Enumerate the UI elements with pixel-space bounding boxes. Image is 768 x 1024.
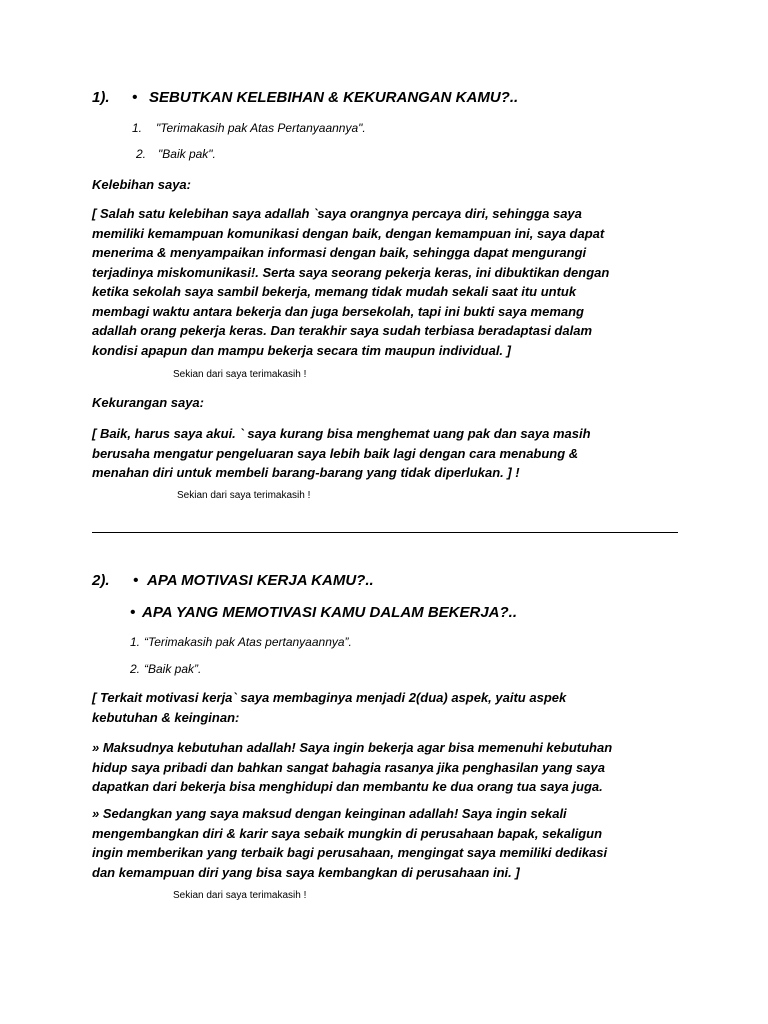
- kekurangan-paragraph: [92, 424, 682, 483]
- paragraph-line: ingin memberikan yang terbaik bagi perusahaan, mengingat saya memiliki dedikasi: [92, 845, 608, 860]
- paragraph-line: kondisi apapun dan mampu bekerja secara tim maupun individual. ]: [92, 342, 511, 358]
- paragraph-line: [ Salah satu kelebihan saya adallah `saya orangnya percaya diri, sehingga saya: [92, 206, 582, 221]
- kebutuhan-paragraph: [92, 738, 682, 797]
- paragraph-line: kebutuhan & keinginan:: [92, 709, 240, 725]
- paragraph-line: adallah orang pekerja keras. Dan terakhir saya sudah terbiasa beradaptasi dalam: [92, 323, 593, 338]
- paragraph-line: dan kemampuan diri yang bisa saya kembangkan di perusahaan ini. ]: [92, 864, 520, 880]
- section2-number: 2).: [92, 572, 110, 589]
- closing-text-1: Sekian dari saya terimakasih !: [173, 369, 307, 380]
- kelebihan-paragraph: [92, 204, 682, 360]
- section1-heading: SEBUTKAN KELEBIHAN & KEKURANGAN KAMU?..: [149, 89, 519, 106]
- section1-answer2-text: "Baik pak".: [158, 147, 216, 161]
- kekurangan-label: Kekurangan saya:: [92, 395, 204, 410]
- paragraph-line: membagi waktu antara bekerja dan juga bersekolah, tapi ini bukti saya memang: [92, 303, 584, 319]
- section-divider: [92, 532, 678, 533]
- paragraph-line: hidup saya pribadi dan bahkan sangat bahagia rasanya jika penghasilan yang saya: [92, 759, 605, 775]
- paragraph-line: terjadinya miskomunikasi!. Serta saya seorang pekerja keras, ini dibuktikan dengan: [92, 264, 610, 280]
- section2-heading: APA MOTIVASI KERJA KAMU?..: [147, 572, 374, 589]
- paragraph-line: memiliki kemampuan komunikasi dengan baik, dengan kemampuan ini, saya dapat: [92, 225, 605, 241]
- section2-answer1-num: 1.: [130, 635, 141, 649]
- motivasi-intro-paragraph: [92, 688, 682, 727]
- paragraph-line: » Maksudnya kebutuhan adallah! Saya ingin bekerja agar bisa memenuhi kebutuhan: [92, 740, 613, 755]
- paragraph-line: [ Terkait motivasi kerja` saya membaginya menjadi 2(dua) aspek, yaitu aspek: [92, 690, 567, 705]
- section1-answer1-num: 1.: [132, 121, 143, 135]
- section2-answer1-text: “Terimakasih pak Atas pertanyaannya”.: [144, 635, 352, 649]
- kelebihan-label: Kelebihan saya:: [92, 177, 191, 192]
- paragraph-line: mengembangkan diri & karir saya sebaik mungkin di perusahaan bapak, sekaligun: [92, 825, 603, 841]
- keinginan-paragraph: [92, 804, 682, 882]
- section2-answer2-num: 2.: [130, 662, 141, 676]
- paragraph-line: menerima & menyampaikan informasi dengan baik, sehingga dapat mengurangi: [92, 245, 587, 260]
- section2-bullet: •: [133, 572, 139, 589]
- paragraph-line: dapatkan dari bekerja bisa menghidupi dan membantu ke dua orang tua saya juga.: [92, 779, 603, 794]
- closing-text-2: Sekian dari saya terimakasih !: [177, 490, 311, 501]
- paragraph-line: menahan diri untuk membeli barang-barang yang tidak diperlukan. ] !: [92, 465, 520, 480]
- section2-answer2-text: “Baik pak”.: [144, 662, 202, 676]
- section1-number: 1).: [92, 89, 110, 106]
- paragraph-line: » Sedangkan yang saya maksud dengan keinginan adallah! Saya ingin sekali: [92, 806, 567, 821]
- closing-text-3: Sekian dari saya terimakasih !: [173, 890, 307, 901]
- section2-sub-bullet: •: [130, 604, 136, 621]
- section1-answer1-text: "Terimakasih pak Atas Pertanyaannya".: [156, 121, 366, 135]
- section1-bullet: •: [132, 89, 138, 106]
- section1-answer2-num: 2.: [136, 147, 147, 161]
- paragraph-line: berusaha mengatur pengeluaran saya lebih baik lagi dengan cara menabung &: [92, 445, 579, 461]
- section2-subheading: APA YANG MEMOTIVASI KAMU DALAM BEKERJA?..: [142, 604, 518, 621]
- paragraph-line: ketika sekolah saya sambil bekerja, memang tidak mudah sekali saat itu untuk: [92, 284, 577, 299]
- paragraph-line: [ Baik, harus saya akui. ` saya kurang bisa menghemat uang pak dan saya masih: [92, 426, 591, 441]
